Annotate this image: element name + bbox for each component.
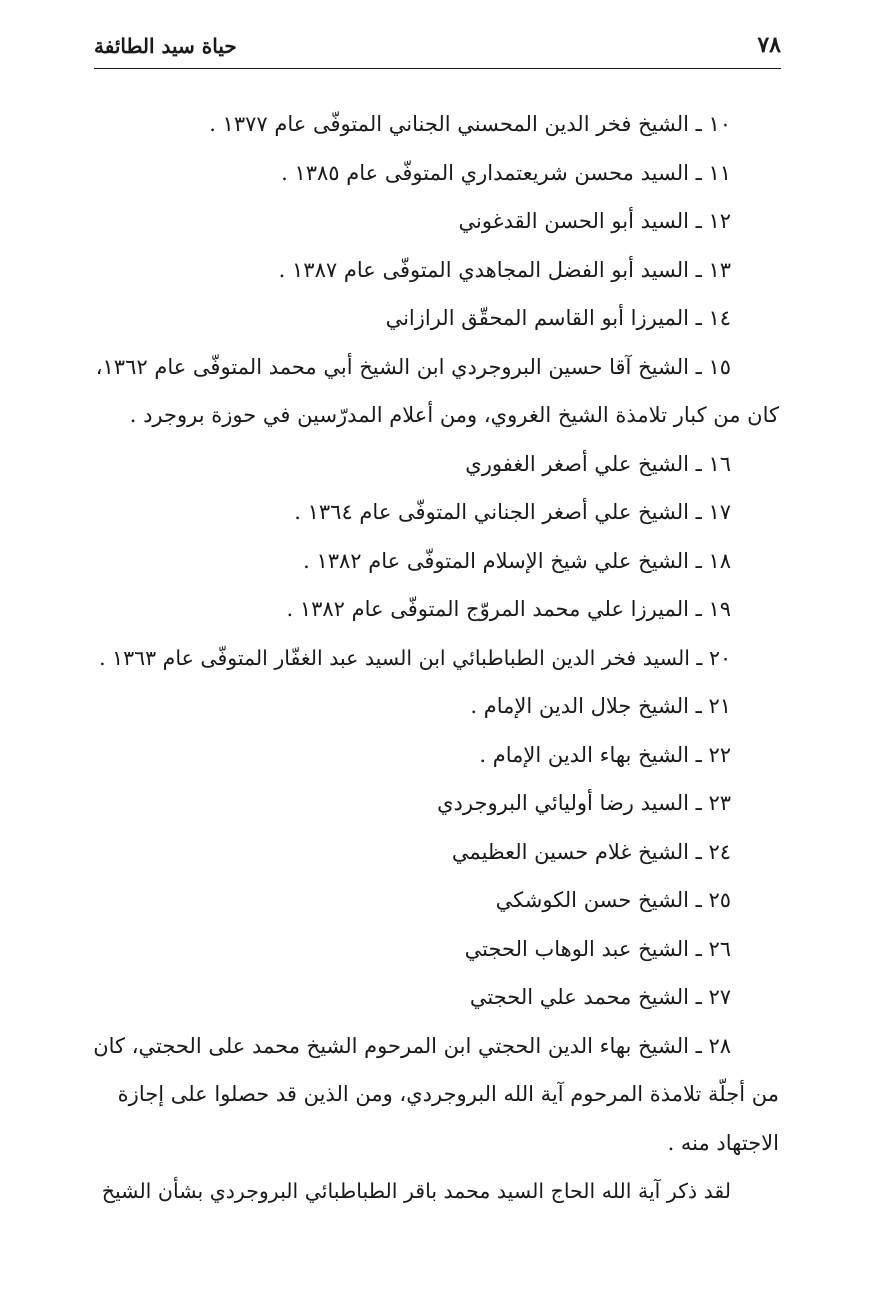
list-item-13: ١٣ ـ السيد أبو الفضل المجاهدي المتوفّى عام ١٣٨٧ . [278,257,731,282]
list-item-15: ١٥ ـ الشيخ آقا حسين البروجردي ابن الشيخ أبي محمد المتوفّى عام ١٣٦٢، [95,354,731,379]
paragraph-line: لقد ذكر آية الله الحاج السيد محمد باقر الطباطبائي البروجردي بشأن الشيخ [101,1179,731,1203]
list-item-19: ١٩ ـ الميرزا علي محمد المروّج المتوفّى عام ١٣٨٢ . [286,597,731,621]
list-item-11: ١١ ـ السيد محسن شريعتمداري المتوفّى عام ١٣٨٥ . [281,160,731,185]
list-item-28-continuation-2: الاجتهاد منه . [667,1130,779,1155]
list-item-22: ٢٢ ـ الشيخ بهاء الدين الإمام . [479,742,731,767]
list-item-21: ٢١ ـ الشيخ جلال الدين الإمام . [470,694,731,718]
list-item-12: ١٢ ـ السيد أبو الحسن القدغوني [458,209,731,233]
list-item-20: ٢٠ ـ السيد فخر الدين الطباطبائي ابن السيد عبد الغفّار المتوفّى عام ١٣٦٣ . [99,645,731,670]
list-item-14: ١٤ ـ الميرزا أبو القاسم المحقّق الرازاني [385,306,731,330]
list-item-10: ١٠ ـ الشيخ فخر الدين المحسني الجناني المتوفّى عام ١٣٧٧ . [209,112,731,136]
list-item-24: ٢٤ ـ الشيخ غلام حسين العظيمي [451,839,731,864]
list-item-25: ٢٥ ـ الشيخ حسن الكوشكي [495,888,731,912]
list-item-16: ١٦ ـ الشيخ علي أصغر الغفوري [465,451,731,476]
running-title: حياة سيد الطائفة [94,34,237,58]
list-item-26: ٢٦ ـ الشيخ عبد الوهاب الحجتي [464,936,731,961]
list-item-17: ١٧ ـ الشيخ علي أصغر الجناني المتوفّى عام ١٣٦٤ . [294,500,731,524]
list-item-27: ٢٧ ـ الشيخ محمد علي الحجتي [469,985,731,1009]
list-item-28-continuation-1: من أجلّة تلامذة المرحوم آية الله البروجردي، ومن الذين قد حصلوا على إجازة [117,1082,779,1106]
running-header [94,28,781,69]
page-body [92,100,779,1216]
list-item-28: ٢٨ ـ الشيخ بهاء الدين الحجتي ابن المرحوم الشيخ محمد على الحجتي، كان [93,1033,731,1058]
list-item-18: ١٨ ـ الشيخ علي شيخ الإسلام المتوفّى عام ١٣٨٢ . [303,548,731,573]
list-item-15-continuation: كان من كبار تلامذة الشيخ الغروي، ومن أعلام المدرّسين في حوزة بروجرد . [129,403,779,427]
page-number: ٧٨ [757,32,781,58]
list-item-23: ٢٣ ـ السيد رضا أوليائي البروجردي [437,791,731,815]
